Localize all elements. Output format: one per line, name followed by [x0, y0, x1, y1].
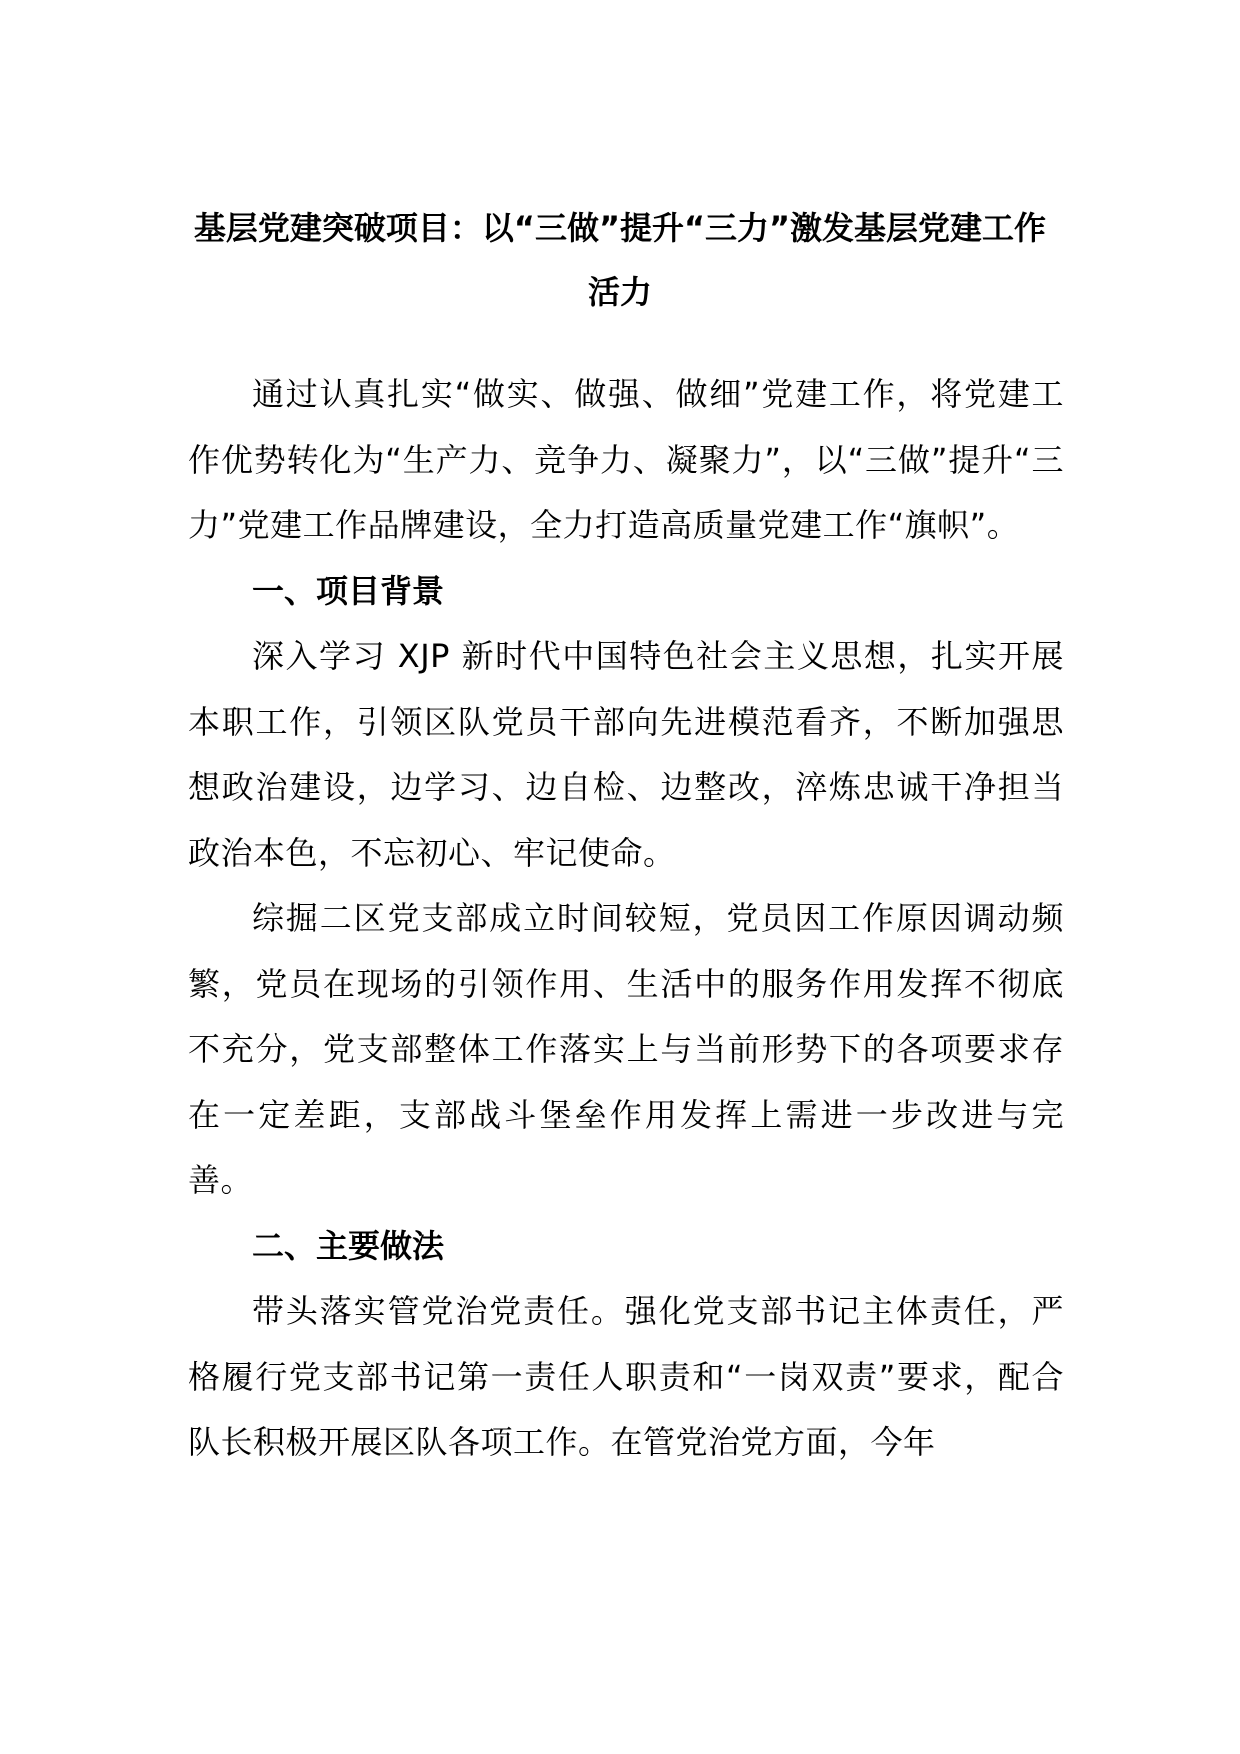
background-paragraph-1: 深入学习 XJP 新时代中国特色社会主义思想，扎实开展本职工作，引领区队党员干部向先进模范看齐，不断加强思想政治建设，边学习、边自检、边整改，淬炼忠诚干净担当政治本色，不忘初心、牢记使命。: [188, 637, 1064, 872]
practices-paragraph-1: 带头落实管党治党责任。强化党支部书记主体责任，严格履行党支部书记第一责任人职责和“一岗双责”要求，配合队长积极开展区队各项工作。在管党治党方面，今年: [188, 1292, 1064, 1461]
intro-paragraph: 通过认真扎实“做实、做强、做细”党建工作，将党建工作优势转化为“生产力、竞争力、凝聚力”，以“三做”提升“三力”党建工作品牌建设，全力打造高质量党建工作“旗帜”。: [188, 375, 1064, 544]
background-paragraph-2: 综掘二区党支部成立时间较短，党员因工作原因调动频繁，党员在现场的引领作用、生活中的服务作用发挥不彻底不充分，党支部整体工作落实上与当前形势下的各项要求存在一定差距，支部战斗堡垒作用发挥上需进一步改进与完善。: [188, 899, 1064, 1199]
section-heading-practices: 二、主要做法: [252, 1226, 445, 1265]
document-body: [188, 362, 1064, 1476]
section-heading-background: 一、项目背景: [252, 571, 445, 610]
document-title: 基层党建突破项目：以“三做”提升“三力”激发基层党建工作活力: [193, 209, 1047, 311]
